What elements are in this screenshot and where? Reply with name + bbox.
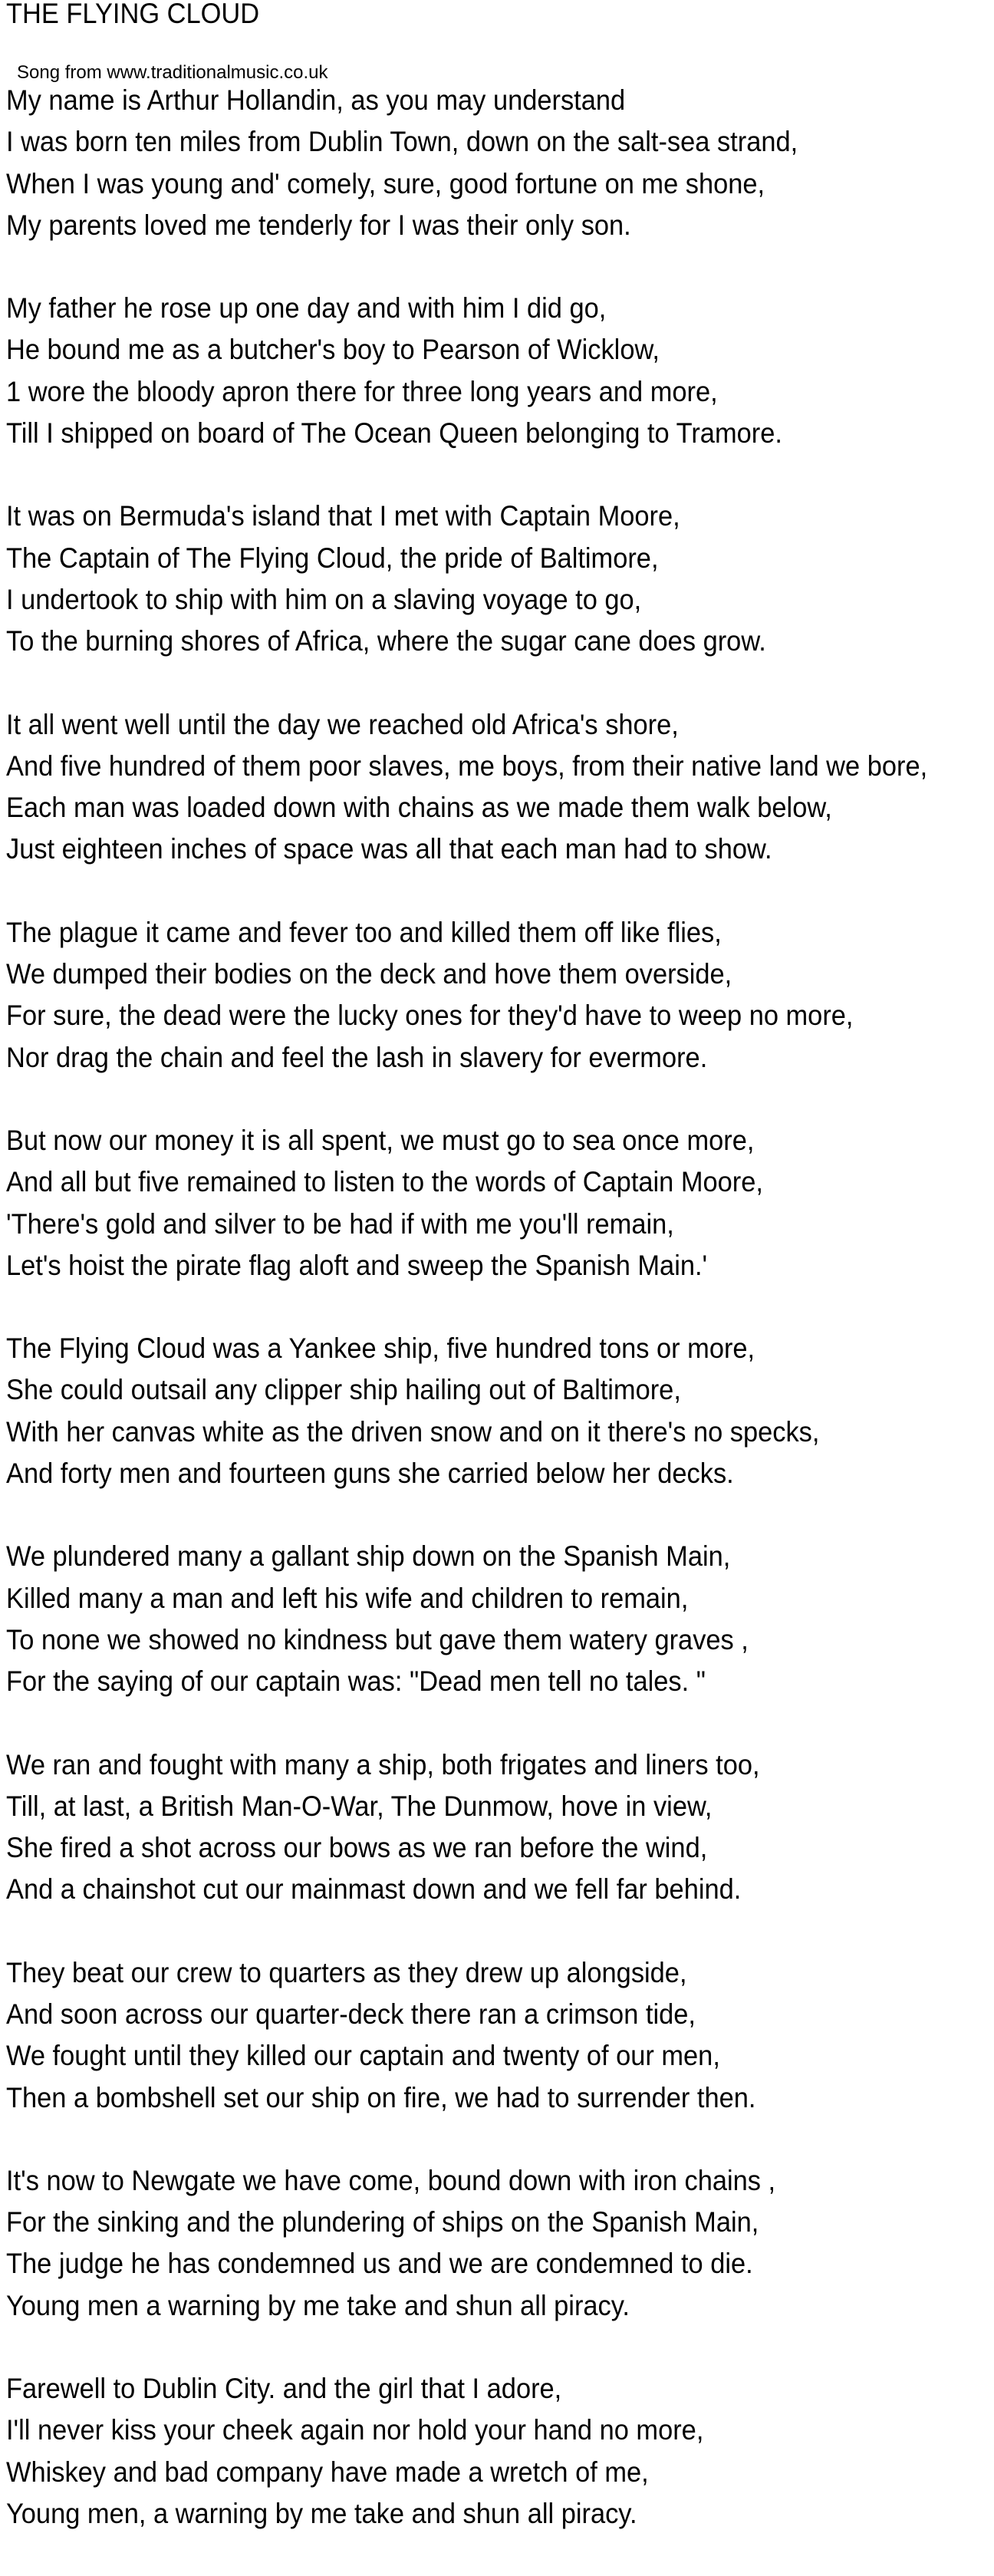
lyric-line: It all went well until the day we reached old Africa's shore, (6, 708, 679, 740)
lyric-stanza (6, 2160, 994, 2327)
lyric-line: Then a bombshell set our ship on fire, we had to surrender then. (6, 2081, 756, 2113)
lyrics-body (6, 80, 994, 2576)
lyric-line: I was born ten miles from Dublin Town, down on the salt-sea strand, (6, 126, 798, 158)
lyric-line: But now our money it is all spent, we must go to sea once more, (6, 1124, 755, 1156)
lyric-line: He bound me as a butcher's boy to Pearson of Wicklow, (6, 334, 660, 366)
lyric-line: And soon across our quarter-deck there ran a crimson tide, (6, 1998, 696, 2030)
lyric-line: Young men, a warning by me take and shun all piracy. (6, 2497, 637, 2529)
lyric-stanza (6, 1536, 994, 1702)
lyric-line: For the sinking and the plundering of ships on the Spanish Main, (6, 2206, 759, 2238)
lyric-line: And forty men and fourteen guns she carried below her decks. (6, 1458, 734, 1490)
lyric-line: She could outsail any clipper ship hailing out of Baltimore, (6, 1374, 681, 1406)
lyric-line: We plundered many a gallant ship down on the Spanish Main, (6, 1540, 731, 1573)
lyric-line: And a chainshot cut our mainmast down and we fell far behind. (6, 1873, 742, 1906)
lyric-line: 1 wore the bloody apron there for three long years and more, (6, 375, 718, 407)
lyric-stanza (6, 1120, 994, 1286)
lyric-line: To none we showed no kindness but gave them watery graves , (6, 1623, 749, 1655)
source-watermark: Song from www.traditionalmusic.co.uk (17, 62, 328, 83)
lyric-line: It was on Bermuda's island that I met with Captain Moore, (6, 500, 680, 532)
lyric-line: My name is Arthur Hollandin, as you may understand (6, 84, 626, 116)
lyric-line: And five hundred of them poor slaves, me boys, from their native land we bore, (6, 749, 928, 782)
lyric-line: The judge he has condemned us and we are condemned to die. (6, 2248, 753, 2280)
lyric-line: My father he rose up one day and with him I did go, (6, 292, 607, 324)
lyric-line: Just eighteen inches of space was all that each man had to show. (6, 833, 772, 865)
lyric-line: And all but five remained to listen to the words of Captain Moore, (6, 1166, 763, 1198)
lyric-line: When I was young and' comely, sure, good fortune on me shone, (6, 167, 765, 199)
lyric-line: Till I shipped on board of The Ocean Queen belonging to Tramore. (6, 417, 782, 450)
lyric-stanza (6, 704, 994, 871)
lyric-line: Young men a warning by me take and shun all piracy. (6, 2289, 630, 2321)
lyric-line: Nor drag the chain and feel the lash in slavery for evermore. (6, 1041, 708, 1073)
lyric-stanza (6, 2368, 994, 2535)
lyric-stanza (6, 1328, 994, 1494)
lyric-line: The Captain of The Flying Cloud, the pride of Baltimore, (6, 542, 659, 574)
lyric-line: Let's hoist the pirate flag aloft and sweep the Spanish Main.' (6, 1249, 708, 1281)
lyric-line: She fired a shot across our bows as we ran before the wind, (6, 1832, 708, 1864)
lyric-line: With her canvas white as the driven snow and on it there's no specks, (6, 1415, 820, 1448)
lyric-line: I'll never kiss your cheek again nor hold your hand no more, (6, 2414, 704, 2446)
lyric-stanza (6, 496, 994, 662)
lyric-line: Each man was loaded down with chains as we made them walk below, (6, 792, 832, 824)
lyric-line: It's now to Newgate we have come, bound down with iron chains , (6, 2164, 776, 2196)
lyric-line: We dumped their bodies on the deck and hove them overside, (6, 958, 732, 990)
lyric-line: Whiskey and bad company have made a wretch of me, (6, 2456, 649, 2488)
lyric-line: Till, at last, a British Man-O-War, The Dunmow, hove in view, (6, 1790, 713, 1822)
song-title: THE FLYING CLOUD (6, 0, 260, 29)
lyric-stanza (6, 912, 994, 1079)
lyric-line: My parents loved me tenderly for I was their only son. (6, 209, 631, 241)
lyric-stanza (6, 1744, 994, 1911)
lyric-line: The plague it came and fever too and killed them off like flies, (6, 916, 722, 948)
lyric-stanza (6, 288, 994, 454)
lyric-line: They beat our crew to quarters as they drew up alongside, (6, 1956, 687, 1988)
lyric-line: I undertook to ship with him on a slaving voyage to go, (6, 583, 642, 615)
lyric-line: For the saying of our captain was: "Dead men tell no tales. " (6, 1665, 706, 1698)
lyric-line: We fought until they killed our captain and twenty of our men, (6, 2040, 720, 2072)
lyric-line: For sure, the dead were the lucky ones for they'd have to weep no more, (6, 1000, 854, 1032)
lyric-stanza (6, 1952, 994, 2119)
lyric-line: We ran and fought with many a ship, both frigates and liners too, (6, 1748, 760, 1780)
lyric-line: To the burning shores of Africa, where the sugar cane does grow. (6, 625, 766, 657)
lyric-line: Killed many a man and left his wife and children to remain, (6, 1582, 689, 1614)
lyric-line: Farewell to Dublin City. and the girl that I adore, (6, 2373, 562, 2405)
lyric-line: 'There's gold and silver to be had if with me you'll remain, (6, 1207, 674, 1240)
lyric-line: The Flying Cloud was a Yankee ship, five hundred tons or more, (6, 1332, 755, 1365)
lyric-stanza (6, 80, 994, 246)
